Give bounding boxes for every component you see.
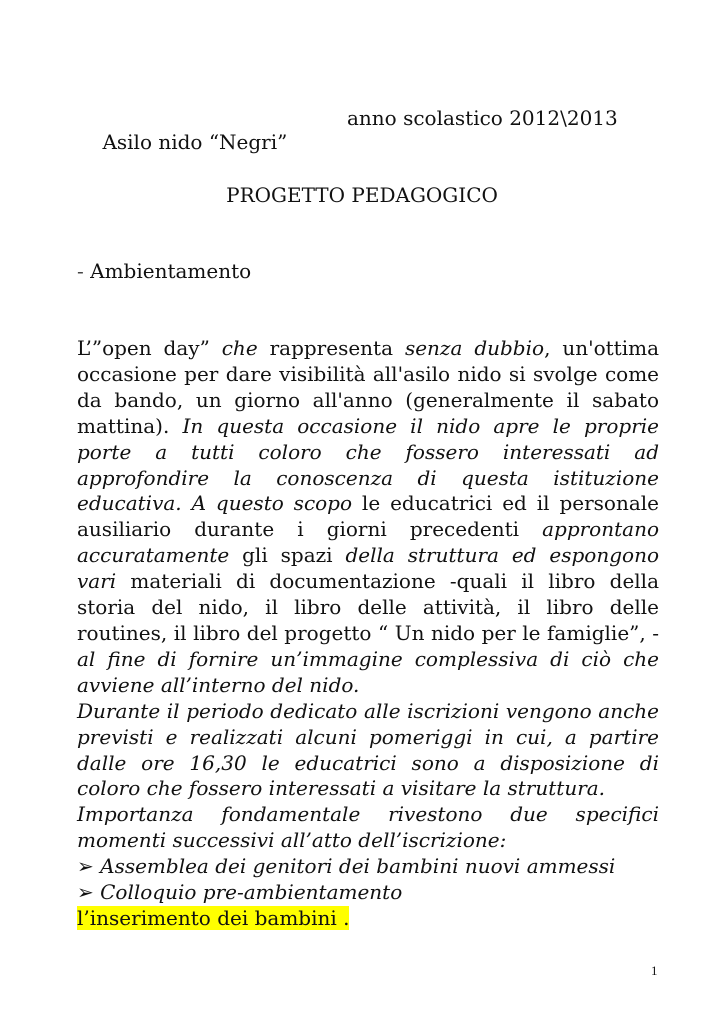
text-run: gli spazi <box>229 543 346 568</box>
body-text <box>77 336 659 932</box>
text-run: materiali di documentazione -quali il libro della storia del nido, il libro delle attività, il libro delle routines, il libro del progetto “ Un nido per le famiglie”, - <box>77 569 659 645</box>
text-run: le educatrici ed il personale ausiliario durante i giorni precedenti <box>77 491 659 542</box>
paragraph-iscrizioni <box>77 699 659 803</box>
text-run: rappresenta <box>257 336 405 360</box>
list-item <box>77 854 659 880</box>
paragraph-open-day <box>77 336 659 699</box>
text-run-italic: Importanza fondamentale rivestono due specifici momenti successivi all’atto dell’iscrizione: <box>77 802 659 853</box>
list-item-text: Assemblea dei genitori dei bambini nuovi ammessi <box>100 854 616 879</box>
text-run: , un'ottima occasione per dare visibilità all'asilo nido si svolge come da bando, un giorno all'anno (generalmente il sabato mattina). <box>77 336 660 438</box>
text-run-italic: approntano accuratamente <box>77 517 659 568</box>
section-heading <box>77 259 251 283</box>
paragraph-importanza <box>77 802 659 854</box>
text-run-italic: che <box>221 336 258 360</box>
list-item <box>77 880 659 906</box>
text-run-italic: Durante il periodo dedicato alle iscrizioni vengono anche previsti e realizzati alcuni pomeriggi in cui, a partire dalle ore 16,30 le educatrici sono a disposizione di coloro che fossero interessati a visitare la struttura. <box>77 698 659 801</box>
arrow-bullet-icon: ➢ <box>77 854 101 879</box>
school-name: Asilo nido “Negri” <box>102 130 288 154</box>
school-year: anno scolastico 2012\2013 <box>347 106 618 130</box>
document-title: PROGETTO PEDAGOGICO <box>226 183 498 207</box>
page-number: 1 <box>651 963 658 978</box>
section-label: Ambientamento <box>90 259 252 283</box>
text-run-italic: al fine di fornire un’immagine complessiva di ciò che avviene all’interno del nido. <box>77 646 659 697</box>
list-item-text: Colloquio pre-ambientamento <box>100 880 403 905</box>
highlighted-text: l’inserimento dei bambini . <box>77 905 350 930</box>
section-dash: - <box>77 259 91 283</box>
highlighted-line <box>77 906 659 932</box>
text-run-italic: senza dubbio <box>404 336 545 360</box>
text-run-italic: della struttura ed espongono vari <box>77 543 659 594</box>
arrow-bullet-icon: ➢ <box>77 880 101 905</box>
text-run-italic: In questa occasione il nido apre le proprie porte a tutti coloro che fossero interessati ad approfondire la conoscenza di questa istituzione educativa. A questo scopo <box>77 413 659 516</box>
text-run: L’”open day” <box>77 336 222 360</box>
